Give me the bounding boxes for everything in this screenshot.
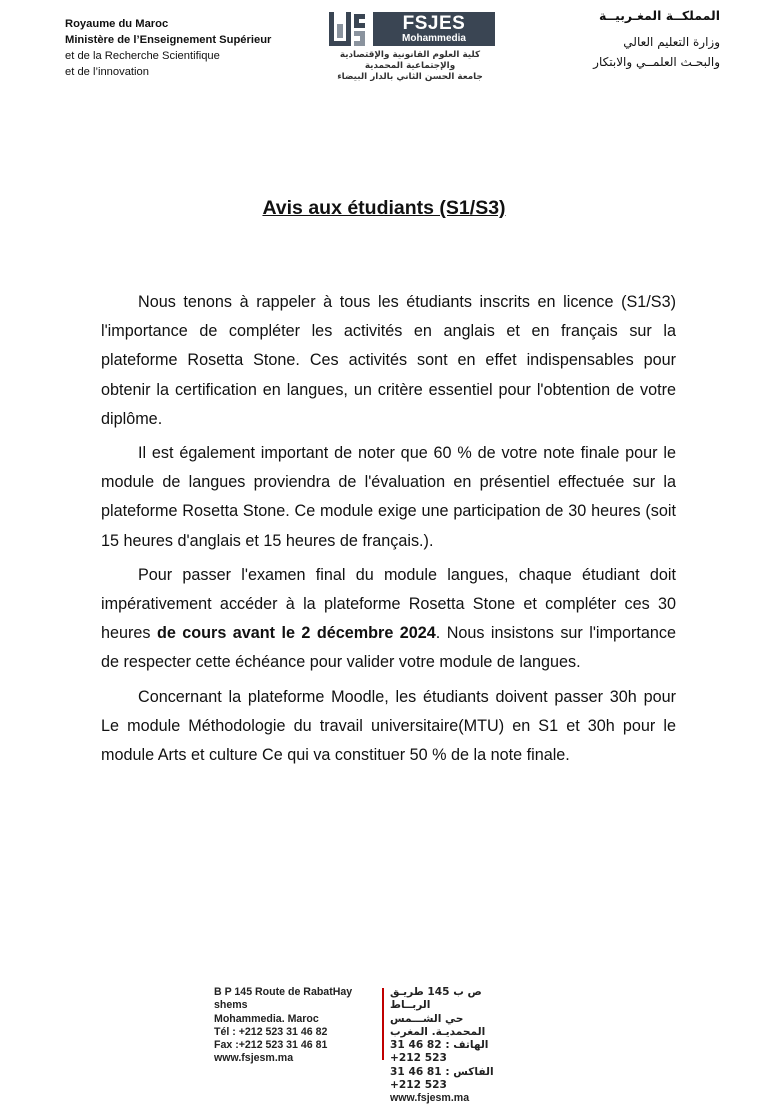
deadline-text: de cours avant le 2 décembre 2024	[156, 624, 436, 643]
logo-arabic-line3: جامعة الحسن الثاني بالدار البيضاء	[337, 72, 483, 82]
footer-address-ar-line1: ص ب 145 طريـق الربــاط	[390, 986, 482, 1012]
footer-address-ar-line2: حي الشـــمس المحمديـة. المغرب	[390, 1012, 486, 1038]
logo-arabic-line1: كلية العلوم القانونية والإقتصادية	[339, 50, 481, 60]
notice-body	[101, 288, 676, 775]
paragraph-3	[101, 561, 676, 678]
paragraph-3-text-end: . Nous insistons sur l'importance de respecter cette échéance pour valider votre module de langues.	[101, 624, 676, 672]
footer-website-ar: www.fsjesm.ma	[390, 1092, 470, 1105]
kingdom-label-ar: المملكــة المغـربيــة	[599, 8, 720, 23]
footer-contact	[214, 986, 504, 1105]
footer-contact-ar	[390, 986, 510, 1106]
paragraph-3-text: Pour passer l'examen final du module langues, chaque étudiant doit impérativement accéder à la plateforme Rosetta Stone et compléter ces 30 heures	[101, 565, 676, 643]
footer-divider	[382, 988, 384, 1060]
logo-name: FSJES	[402, 13, 466, 34]
fsjes-logo-box	[373, 12, 495, 46]
header-ministry-fr	[65, 16, 305, 80]
footer-phone-ar: الهاتف : 82 46 31 523 212+	[390, 1039, 489, 1065]
footer-address-line2: Mohammedia. Maroc	[214, 1012, 319, 1025]
header-ministry-ar	[500, 6, 720, 72]
footer-website: www.fsjesm.ma	[214, 1052, 294, 1065]
paragraph-1: Nous tenons à rappeler à tous les étudiants inscrits en licence (S1/S3) l'importance de compléter les activités en anglais et en français sur la plateforme Rosetta Stone. Ces activités sont en effet indispensables pour obtenir la certification en langues, un critère essentiel pour l'obtention de votre diplôme.	[101, 293, 676, 428]
university-mark-icon	[327, 10, 367, 48]
footer-contact-fr	[214, 986, 374, 1066]
fsjes-logo	[325, 10, 495, 90]
footer-address-line1: B P 145 Route de RabatHay shems	[214, 986, 353, 1012]
paragraph-4: Concernant la plateforme Moodle, les étudiants doivent passer 30h pour Le module Méthodologie du travail universitaire(MTU) en S1 et 30h pour le module Arts et culture Ce qui va constituer 50 % de la note finale.	[101, 687, 676, 765]
paragraph-2: Il est également important de noter que 60 % de votre note finale pour le module de langues proviendra de l'évaluation en présentiel effectuée sur la plateforme Rosetta Stone. Ce module exige une participation de 30 heures (soit 15 heures d'anglais et 15 heures de français.).	[101, 444, 676, 550]
ministry-label: Ministère de l’Enseignement Supérieur	[65, 34, 272, 46]
ministry-label-line2: et de la Recherche Scientifique	[65, 50, 220, 62]
ministry-label-line3: et de l’innovation	[65, 66, 149, 78]
footer-fax: Fax :+212 523 31 46 81	[214, 1039, 328, 1052]
footer-fax-ar: الفاكس : 81 46 31 523 212+	[390, 1065, 494, 1092]
notice-title: Avis aux étudiants (S1/S3)	[262, 197, 506, 219]
footer-phone: Tél : +212 523 31 46 82	[214, 1025, 328, 1038]
ministry-label-ar-line2: والبحـث العلمــي والابتكار	[593, 55, 720, 69]
logo-city: Mohammedia	[402, 33, 466, 44]
kingdom-label: Royaume du Maroc	[65, 18, 169, 30]
logo-arabic-line2: والإجتماعية المحمدية	[364, 61, 456, 71]
ministry-label-ar: وزارة التعليم العالي	[623, 35, 720, 49]
